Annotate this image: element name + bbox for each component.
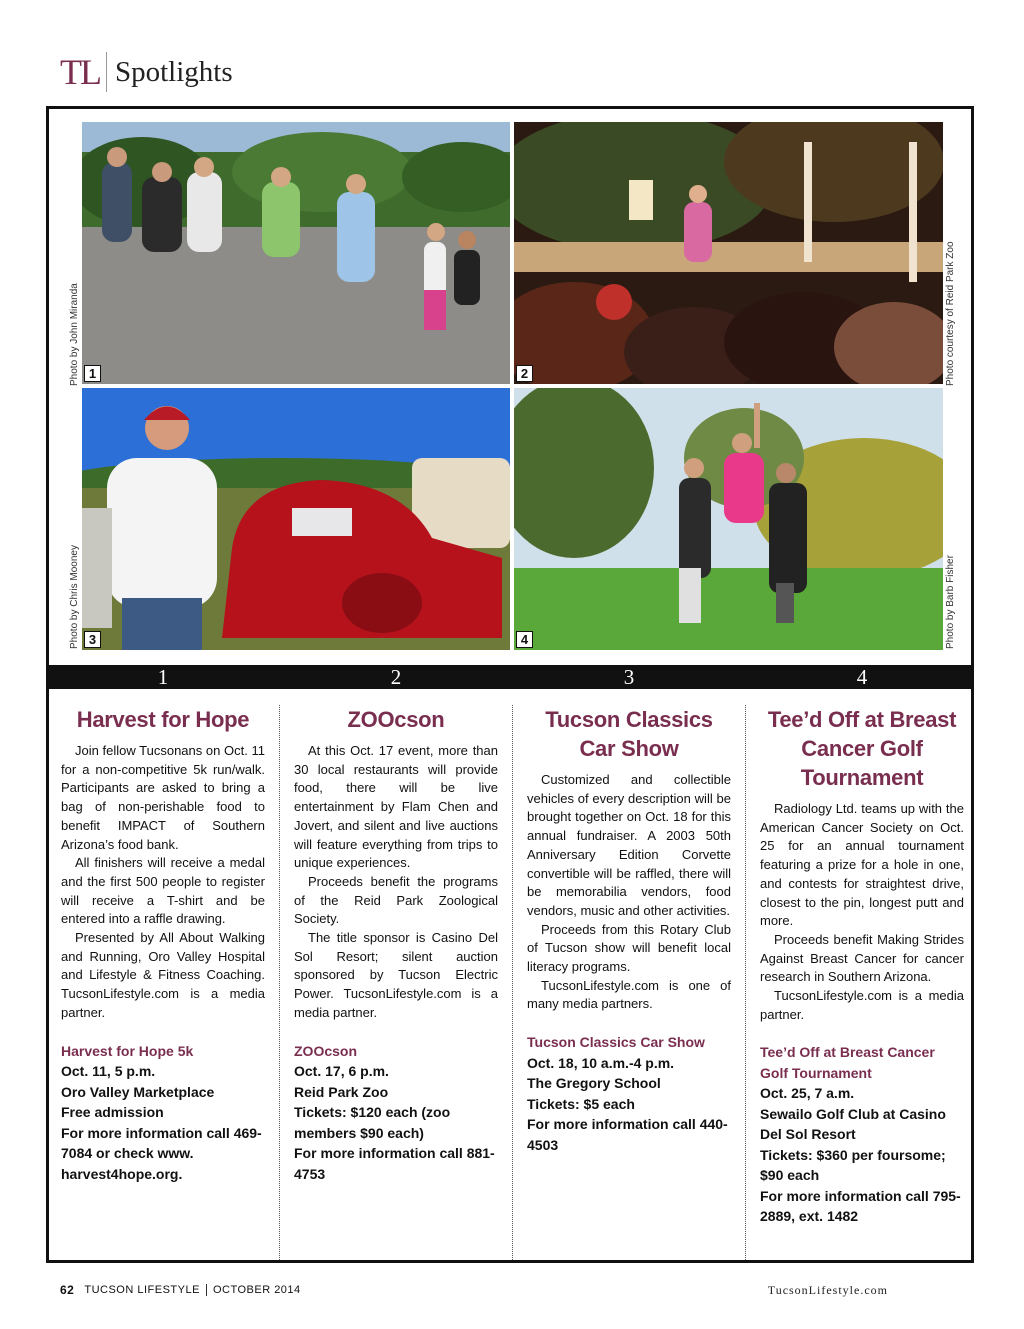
section-title: Spotlights: [114, 55, 233, 88]
event-info-line: Oct. 25, 7 a.m.: [760, 1085, 855, 1102]
event-info-line: Free admission: [61, 1104, 164, 1121]
photo-number-badge: 4: [516, 631, 533, 648]
photo-credit: Photo by Barb Fisher: [945, 555, 956, 649]
photo-credit: Photo by John Miranda: [69, 283, 80, 386]
event-info-line: For more information call 795-2889, ext. 1482: [760, 1187, 961, 1225]
photo-number-badge: 3: [84, 631, 101, 648]
column-number-bar: [49, 665, 971, 689]
page-number: 62: [60, 1283, 75, 1297]
event-info-line: For more information call 440-4503: [527, 1116, 728, 1153]
column-number: 1: [157, 665, 169, 689]
event-info-line: Tickets: $120 each (zoo members $90 each): [294, 1104, 451, 1141]
event-info-line: Sewailo Golf Club at Casino Del Sol Resort: [760, 1105, 946, 1143]
event-info-line: For more information call 469-7084 or check www. harvest4hope.org.: [61, 1124, 262, 1182]
article-paragraph: Proceeds from this Rotary Club of Tucson show will benefit local literacy programs.: [527, 921, 731, 975]
article-body: [294, 742, 498, 1023]
photo-credit: Photo courtesy of Reid Park Zoo: [945, 241, 956, 386]
article-paragraph: Customized and collectible vehicles of every description will be brought together on Oct. 18 for this annual fundraiser. A 2003 50th Anniversary Edition Corvette convertible will be raffled, there will be memorabilia vendors, food vendors, music and other activities.: [527, 772, 731, 918]
event-info-line: Oro Valley Marketplace: [61, 1083, 215, 1100]
photo-harvest-walk: [82, 122, 510, 384]
event-info-title: Tucson Classics Car Show: [527, 1034, 705, 1051]
event-info-line: The Gregory School: [527, 1075, 661, 1092]
article-paragraph: All finishers will receive a medal and the first 500 people to register will receive a T-shirt and be entered into a raffle drawing.: [61, 855, 265, 927]
article-zoocson: [294, 705, 498, 1184]
event-info-title: Tee’d Off at Breast Cancer Golf Tournament: [760, 1044, 935, 1081]
column-number: 3: [623, 665, 635, 689]
event-info-line: Oct. 18, 10 a.m.-4 p.m.: [527, 1054, 675, 1071]
article-paragraph: The title sponsor is Casino Del Sol Resort; silent auction sponsored by Tucson Electric Power. TucsonLifestyle.com is a media partner.: [294, 930, 498, 1020]
event-info-line: Tickets: $360 per foursome; $90 each: [760, 1146, 946, 1184]
event-info: [294, 1041, 498, 1185]
article-body: [527, 771, 731, 1014]
article-title: Tucson Classics Car Show: [545, 707, 713, 761]
photo-number-badge: 1: [84, 365, 101, 382]
article-paragraph: Proceeds benefit the programs of the Reid Park Zoological Society.: [294, 873, 498, 927]
article-teed-off: [760, 705, 964, 1227]
event-info-line: Oct. 17, 6 p.m.: [294, 1063, 389, 1080]
header-divider: [106, 52, 107, 92]
event-info: [61, 1041, 265, 1185]
article-body: [760, 800, 964, 1024]
column-divider: [745, 705, 746, 1260]
article-paragraph: Join fellow Tucsonans on Oct. 11 for a non-competitive 5k run/walk. Participants are asked to bring a bag of non-perishable food to benefit IMPACT of Southern Arizona’s food bank.: [61, 743, 265, 852]
column-number: 2: [390, 665, 402, 689]
article-title: Harvest for Hope: [76, 707, 250, 732]
event-info: [527, 1032, 731, 1155]
footer-divider: [206, 1284, 207, 1296]
event-info-title: Harvest for Hope 5k: [61, 1042, 194, 1059]
spotlights-frame: [46, 106, 974, 1263]
event-info-title: ZOOcson: [294, 1042, 358, 1059]
event-info: [760, 1042, 964, 1227]
column-number: 4: [856, 665, 868, 689]
article-paragraph: TucsonLifestyle.com is one of many media partners.: [527, 977, 731, 1012]
column-divider: [512, 705, 513, 1260]
column-divider: [279, 705, 280, 1260]
article-tucson-classics: [527, 705, 731, 1155]
event-info-line: Oct. 11, 5 p.m.: [61, 1063, 156, 1080]
article-paragraph: At this Oct. 17 event, more than 30 local restaurants will provide food, there will be live entertainment by Flam Chen and Jovert, and silent and live auctions will feature everything from trips to unique experiences.: [294, 743, 498, 871]
issue-date: OCTOBER 2014: [212, 1284, 301, 1296]
page-header: [60, 48, 233, 96]
article-paragraph: Radiology Ltd. teams up with the American Cancer Society on Oct. 25 for an annual tournament featuring a prize for a hole in one, and contests for straightest drive, closest to the pin, longest putt and more.: [760, 801, 964, 929]
photo-car-show: [82, 388, 510, 650]
article-harvest-for-hope: [61, 705, 265, 1184]
article-body: [61, 742, 265, 1023]
magazine-name: TUCSON LIFESTYLE: [84, 1284, 200, 1296]
photo-zoocson-event: [514, 122, 943, 384]
photo-number-badge: 2: [516, 365, 533, 382]
photo-golf-tournament: [514, 388, 943, 650]
article-paragraph: Presented by All About Walking and Running, Oro Valley Hospital and Lifestyle & Fitness Coaching. TucsonLifestyle.com is a media partner.: [61, 930, 265, 1020]
photo-credit: Photo by Chris Mooney: [69, 545, 80, 649]
website-link[interactable]: TucsonLifestyle.com: [767, 1283, 888, 1297]
page-footer: [60, 1283, 301, 1297]
article-paragraph: Proceeds benefit Making Strides Against Breast Cancer for cancer research in Southern Arizona.: [760, 931, 964, 985]
article-title: Tee’d Off at Breast Cancer Golf Tournament: [767, 707, 957, 790]
article-paragraph: TucsonLifestyle.com is a media partner.: [760, 988, 964, 1022]
magazine-logo: TL: [60, 52, 100, 92]
event-info-line: For more information call 881-4753: [294, 1145, 495, 1182]
event-info-line: Reid Park Zoo: [294, 1083, 389, 1100]
article-title: ZOOcson: [347, 707, 445, 732]
event-info-line: Tickets: $5 each: [527, 1095, 635, 1112]
